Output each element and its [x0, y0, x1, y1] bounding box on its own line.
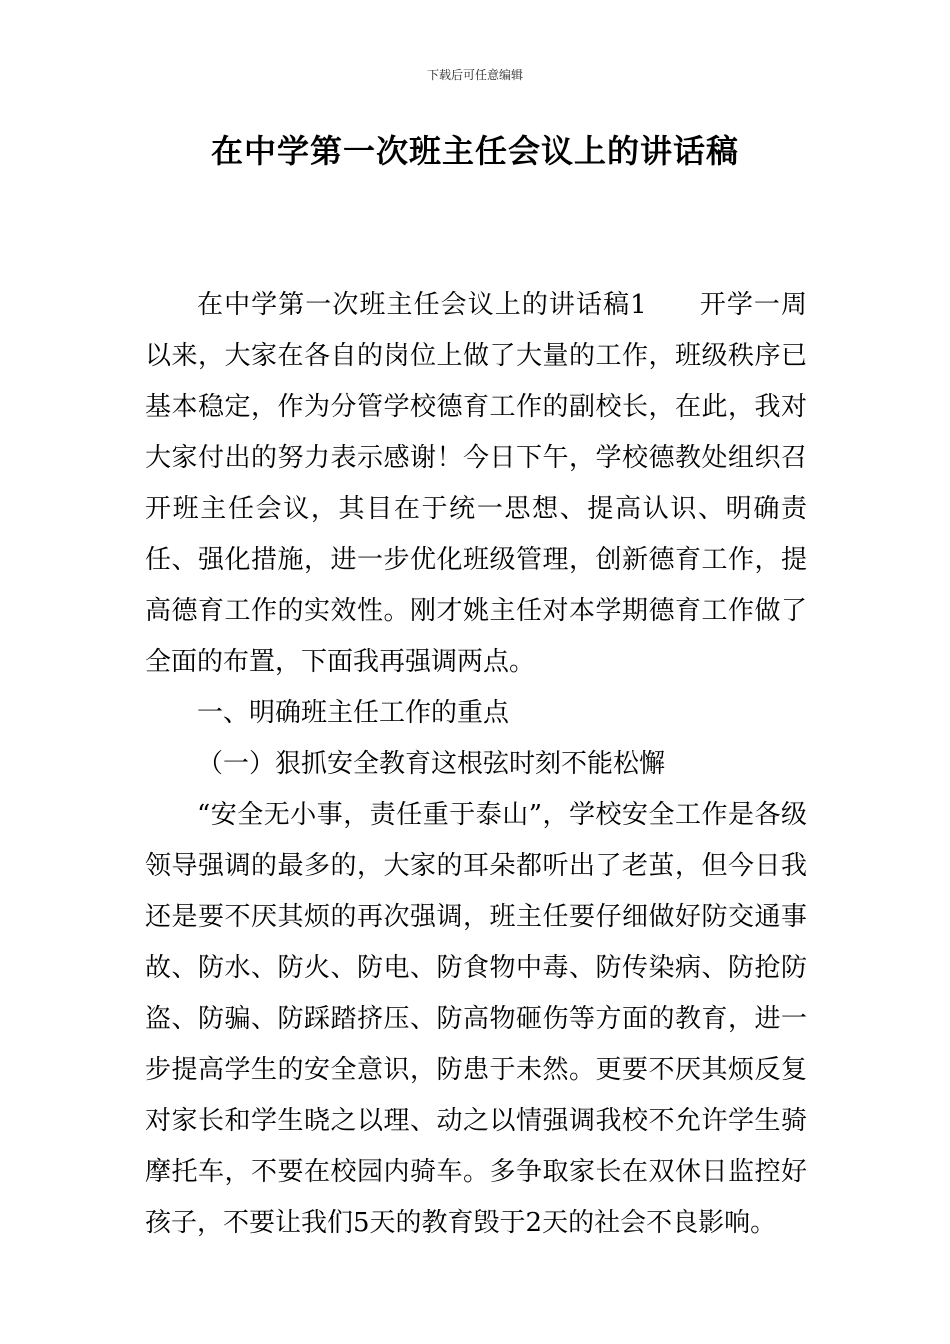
document-title: 在中学第一次班主任会议上的讲话稿	[210, 132, 739, 170]
document-body	[145, 280, 807, 1249]
subsection-heading-1: （一）狠抓安全教育这根弦时刻不能松懈	[197, 749, 666, 779]
intro-paragraph	[145, 280, 807, 688]
intro-text: 开学一周以来，大家在各自的岗位上做了大量的工作，班级秩序已基本稳定，作为分管学校德育工作的副校长，在此，我对大家付出的努力表示感谢！今日下午，学校德教处组织召开班主任会议，其目在于统一思想、提高认识、明确责任、强化措施，进一步优化班级管理，创新德育工作，提高德育工作的实效性。刚才姚主任对本学期德育工作做了全面的布置，下面我再强调两点。	[145, 290, 807, 677]
header-note: 下载后可任意编辑	[426, 68, 523, 82]
section-heading-1: 一、明确班主任工作的重点	[197, 698, 510, 728]
intro-label: 在中学第一次班主任会议上的讲话稿1	[197, 290, 647, 320]
body-paragraph-1: “安全无小事，责任重于泰山”，学校安全工作是各级领导强调的最多的，大家的耳朵都听出了老茧，但今日我还是要不厌其烦的再次强调，班主任要仔细做好防交通事故、防水、防火、防电、防食物中毒、防传染病、防抢防盗、防骗、防踩踏挤压、防高物砸伤等方面的教育，进一步提高学生的安全意识，防患于未然。更要不厌其烦反复对家长和学生晓之以理、动之以情强调我校不允许学生骑摩托车，不要在校园内骑车。多争取家长在双休日监控好孩子，不要让我们5天的教育毁于2天的社会不良影响。	[145, 800, 807, 1238]
